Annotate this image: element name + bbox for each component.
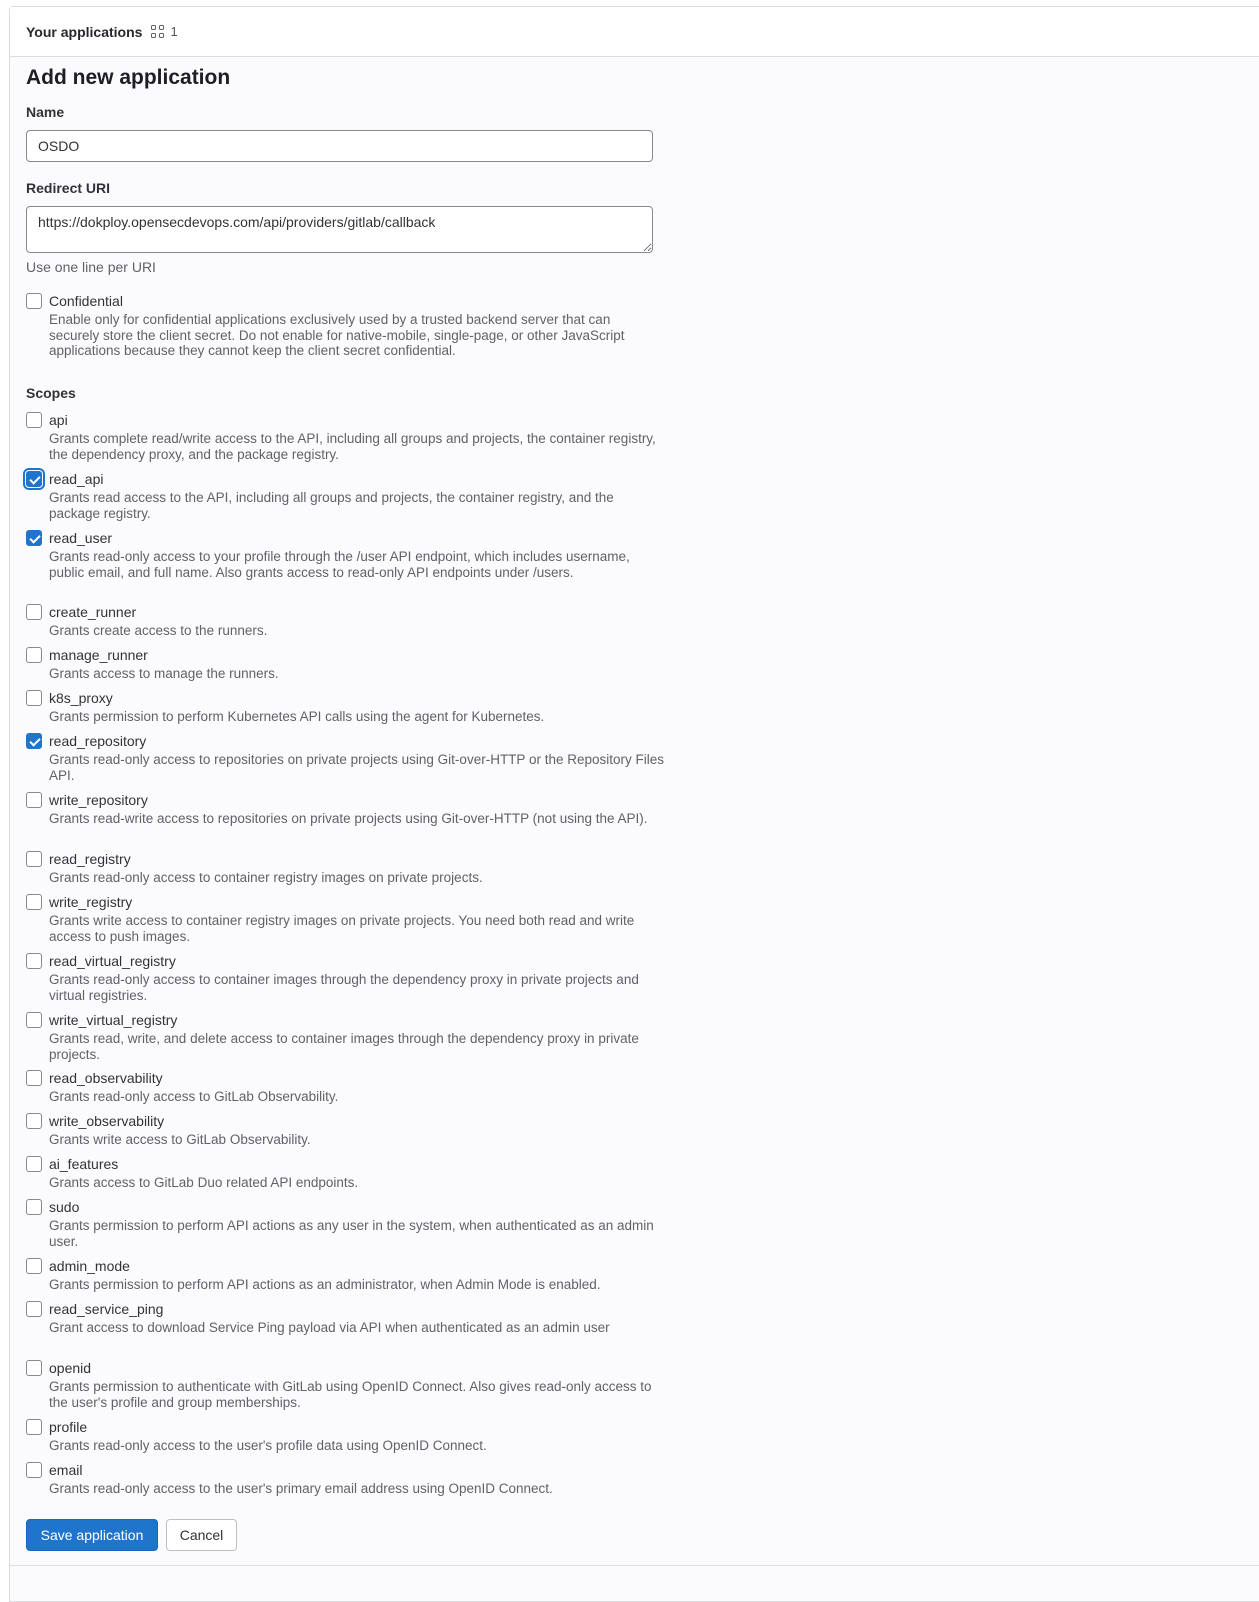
cancel-button[interactable]: Cancel [166, 1519, 237, 1551]
scope-description: Grants read-only access to the user's primary email address using OpenID Connect. [49, 1481, 553, 1496]
scope-label[interactable]: email [49, 1462, 83, 1478]
scope-description: Grants create access to the runners. [49, 623, 268, 638]
scope-description: Grants read-only access to your profile through the /user API endpoint, which includes username, public email, and full name. Also grants access to read-only API endpoints under /users. [49, 549, 630, 580]
scope-checkbox-read-user[interactable] [26, 530, 42, 546]
name-input[interactable] [26, 130, 653, 162]
scope-label[interactable]: write_repository [49, 792, 148, 808]
scope-checkbox-read-api[interactable] [26, 471, 42, 487]
scope-checkbox-write-virtual-registry[interactable] [26, 1012, 42, 1028]
scope-label[interactable]: write_registry [49, 894, 133, 910]
scope-description: Grants permission to authenticate with GitLab using OpenID Connect. Also gives read-only access to the user's profile and group memberships. [49, 1379, 652, 1410]
scope-checkbox-ai-features[interactable] [26, 1156, 42, 1172]
scope-label[interactable]: create_runner [49, 604, 137, 620]
scope-label[interactable]: read_repository [49, 733, 147, 749]
scope-label[interactable]: admin_mode [49, 1258, 130, 1274]
scope-description: Grants permission to perform API actions as an administrator, when Admin Mode is enabled. [49, 1277, 601, 1292]
scopes-label: Scopes [26, 385, 76, 401]
confidential-label[interactable]: Confidential [49, 293, 123, 309]
scope-description: Grants read access to the API, including all groups and projects, the container registry, and the package registry. [49, 490, 614, 521]
scope-checkbox-read-observability[interactable] [26, 1070, 42, 1086]
scope-description: Grants read-only access to container images through the dependency proxy in private projects and virtual registries. [49, 972, 639, 1003]
scope-description: Grants access to GitLab Duo related API endpoints. [49, 1175, 359, 1190]
scope-label[interactable]: openid [49, 1360, 92, 1376]
scope-checkbox-openid[interactable] [26, 1360, 42, 1376]
scope-label[interactable]: manage_runner [49, 647, 148, 663]
applications-icon [151, 25, 165, 39]
scope-label[interactable]: read_api [49, 471, 104, 487]
scope-description: Grants write access to GitLab Observability. [49, 1132, 311, 1147]
scope-checkbox-read-service-ping[interactable] [26, 1301, 42, 1317]
scope-label[interactable]: read_virtual_registry [49, 953, 176, 969]
scope-description: Grants complete read/write access to the API, including all groups and projects, the container registry, the dependency proxy, and the package registry. [49, 431, 656, 462]
save-application-button[interactable]: Save application [26, 1519, 158, 1551]
scope-description: Grants write access to container registry images on private projects. You need both read and write access to push images. [49, 913, 635, 944]
scope-label[interactable]: k8s_proxy [49, 690, 113, 706]
confidential-checkbox[interactable] [26, 293, 42, 309]
applications-card [9, 6, 1259, 1602]
scope-label[interactable]: sudo [49, 1199, 80, 1215]
scope-checkbox-sudo[interactable] [26, 1199, 42, 1215]
scope-description: Grants read-only access to GitLab Observability. [49, 1089, 339, 1104]
scope-checkbox-profile[interactable] [26, 1419, 42, 1435]
redirect-uri-textarea[interactable] [26, 206, 653, 253]
scope-description: Grants read-write access to repositories on private projects using Git-over-HTTP (not using the API). [49, 811, 648, 826]
redirect-uri-label: Redirect URI [26, 180, 111, 196]
page-title: Add new application [26, 66, 231, 89]
scope-checkbox-read-virtual-registry[interactable] [26, 953, 42, 969]
scope-label[interactable]: read_observability [49, 1070, 163, 1086]
scope-description: Grants permission to perform Kubernetes API calls using the agent for Kubernetes. [49, 709, 545, 724]
scope-checkbox-read-registry[interactable] [26, 851, 42, 867]
redirect-uri-help: Use one line per URI [26, 259, 156, 275]
scope-label[interactable]: ai_features [49, 1156, 119, 1172]
card-footer-divider [10, 1565, 1259, 1566]
scope-checkbox-admin-mode[interactable] [26, 1258, 42, 1274]
scope-checkbox-email[interactable] [26, 1462, 42, 1478]
scope-description: Grants read-only access to the user's profile data using OpenID Connect. [49, 1438, 487, 1453]
scope-description: Grant access to download Service Ping payload via API when authenticated as an admin user [49, 1320, 610, 1335]
scope-label[interactable]: read_user [49, 530, 113, 546]
scope-checkbox-manage-runner[interactable] [26, 647, 42, 663]
scope-label[interactable]: read_service_ping [49, 1301, 164, 1317]
scope-label[interactable]: write_observability [49, 1113, 165, 1129]
scope-checkbox-write-registry[interactable] [26, 894, 42, 910]
scope-checkbox-create-runner[interactable] [26, 604, 42, 620]
scope-label[interactable]: api [49, 412, 68, 428]
scope-description: Grants read-only access to container registry images on private projects. [49, 870, 483, 885]
scope-label[interactable]: read_registry [49, 851, 131, 867]
scope-checkbox-write-repository[interactable] [26, 792, 42, 808]
scope-description: Grants permission to perform API actions as any user in the system, when authenticated as an admin user. [49, 1218, 654, 1249]
application-count: 1 [170, 24, 178, 39]
scope-description: Grants read-only access to repositories on private projects using Git-over-HTTP or the Repository Files API. [49, 752, 664, 783]
scope-label[interactable]: profile [49, 1419, 88, 1435]
scope-description: Grants read, write, and delete access to container images through the dependency proxy in private projects. [49, 1031, 639, 1062]
scope-label[interactable]: write_virtual_registry [49, 1012, 178, 1028]
scope-checkbox-api[interactable] [26, 412, 42, 428]
scope-description: Grants access to manage the runners. [49, 666, 279, 681]
confidential-description: Enable only for confidential applications exclusively used by a trusted backend server that can securely store the client secret. Do not enable for native-mobile, single-page, or other JavaScript applications because they cannot keep the client secret confidential. [49, 312, 625, 358]
scope-checkbox-k8s-proxy[interactable] [26, 690, 42, 706]
scope-checkbox-write-observability[interactable] [26, 1113, 42, 1129]
scope-checkbox-read-repository[interactable] [26, 733, 42, 749]
name-label: Name [26, 104, 65, 120]
card-header [10, 7, 1259, 57]
card-title: Your applications [26, 23, 143, 40]
